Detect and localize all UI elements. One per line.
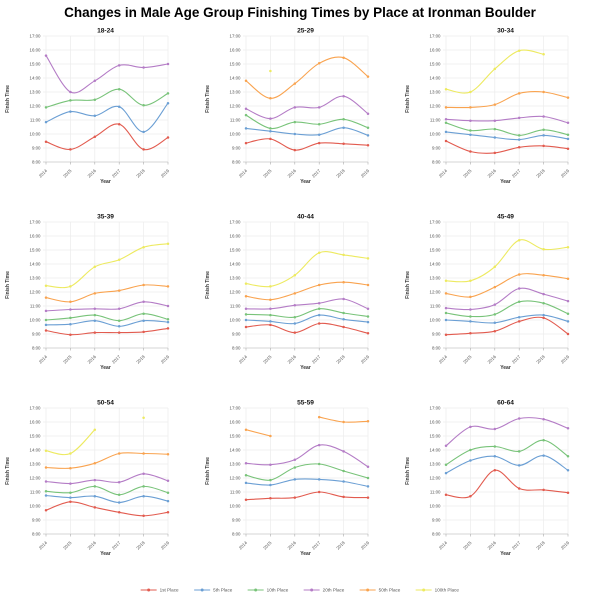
y-tick-label: 8:00: [31, 159, 41, 165]
y-tick-label: 17:00: [429, 33, 441, 39]
x-tick-label: 2015: [462, 354, 473, 365]
legend-label: 5th Place: [213, 587, 233, 593]
series-1st-place: [445, 317, 570, 336]
y-tick-label: 14:00: [229, 447, 241, 453]
y-tick-label: 14:00: [429, 75, 441, 81]
y-tick-label: 9:00: [431, 145, 441, 151]
x-tick-label: 2019: [159, 354, 171, 365]
x-tick-label: 2016: [86, 540, 98, 551]
subplot-50-54: [0, 396, 200, 582]
y-tick-label: 12:00: [229, 103, 241, 109]
series-1st-place: [245, 322, 370, 334]
subplot-title: 18-24: [97, 27, 114, 35]
y-tick-label: 10:00: [429, 503, 441, 509]
legend-wrap: [0, 582, 600, 600]
x-tick-label: 2017: [110, 540, 122, 551]
y-tick-label: 16:00: [429, 419, 441, 425]
x-tick-label: 2014: [37, 540, 49, 551]
x-tick-label: 2016: [286, 354, 298, 365]
y-tick-label: 8:00: [431, 159, 441, 165]
y-tick-label: 12:00: [29, 103, 41, 109]
y-tick-label: 16:00: [429, 47, 441, 53]
x-tick-label: 2015: [462, 540, 473, 551]
x-tick-label: 2017: [510, 168, 522, 179]
x-tick-label: 2019: [359, 354, 371, 365]
y-tick-label: 16:00: [429, 233, 441, 239]
y-tick-label: 11:00: [229, 489, 241, 495]
series-20th-place: [45, 54, 170, 93]
y-tick-label: 15:00: [229, 61, 241, 67]
y-tick-label: 13:00: [429, 89, 441, 95]
x-tick-label: 2017: [310, 168, 322, 179]
x-tick-label: 2017: [110, 354, 122, 365]
y-tick-label: 10:00: [229, 503, 241, 509]
subplot-25-29: [200, 24, 400, 210]
x-tick-label: 2017: [310, 354, 322, 365]
y-tick-label: 14:00: [29, 261, 41, 267]
series-20th-place: [45, 473, 170, 485]
x-tick-label: 2018: [135, 540, 146, 551]
y-tick-label: 16:00: [29, 47, 41, 53]
series-5th-place: [445, 454, 570, 474]
subplot-60-64: [400, 396, 600, 582]
x-tick-label: 2014: [237, 168, 249, 179]
y-tick-label: 16:00: [229, 47, 241, 53]
y-tick-label: 8:00: [31, 531, 41, 537]
y-tick-label: 9:00: [431, 331, 441, 337]
y-tick-label: 17:00: [429, 405, 441, 411]
y-axis-label: Finish Time: [405, 85, 411, 113]
y-tick-label: 17:00: [29, 405, 41, 411]
y-tick-label: 9:00: [231, 145, 241, 151]
legend-item-50th-place: [360, 588, 401, 593]
x-tick-label: 2014: [437, 354, 449, 365]
y-tick-label: 17:00: [429, 219, 441, 225]
subplot-cell-60-64: [400, 396, 600, 582]
y-tick-label: 12:00: [429, 289, 441, 295]
x-tick-label: 2019: [559, 168, 571, 179]
x-tick-label: 2019: [559, 354, 571, 365]
y-tick-label: 12:00: [29, 475, 41, 481]
y-tick-label: 11:00: [429, 489, 441, 495]
y-tick-label: 11:00: [429, 117, 441, 123]
legend-item-1st-place: [141, 588, 179, 593]
x-tick-label: 2015: [462, 168, 473, 179]
series-1st-place: [445, 469, 570, 498]
subplot-cell-25-29: [200, 24, 400, 210]
x-tick-label: 2014: [237, 354, 249, 365]
y-tick-label: 12:00: [229, 289, 241, 295]
x-axis-label: Year: [500, 551, 511, 557]
y-tick-label: 14:00: [429, 447, 441, 453]
x-tick-label: 2016: [286, 540, 298, 551]
y-tick-label: 9:00: [431, 517, 441, 523]
x-tick-label: 2018: [535, 540, 546, 551]
y-tick-label: 10:00: [29, 131, 41, 137]
subplot-grid: [0, 24, 600, 582]
y-axis-label: Finish Time: [205, 85, 211, 113]
subplot-title: 60-64: [497, 399, 514, 407]
y-tick-label: 13:00: [29, 275, 41, 281]
series-50th-place: [45, 284, 170, 303]
x-tick-label: 2017: [310, 540, 322, 551]
series-50th-place: [245, 416, 370, 437]
y-tick-label: 12:00: [29, 289, 41, 295]
y-tick-label: 9:00: [31, 331, 41, 337]
subplot-title: 50-54: [97, 399, 114, 407]
x-tick-label: 2019: [159, 540, 171, 551]
y-tick-label: 11:00: [29, 489, 41, 495]
x-tick-label: 2018: [535, 168, 546, 179]
x-tick-label: 2014: [237, 540, 249, 551]
y-tick-label: 14:00: [229, 75, 241, 81]
y-tick-label: 15:00: [29, 61, 41, 67]
x-tick-label: 2015: [62, 540, 73, 551]
y-tick-label: 15:00: [229, 433, 241, 439]
subplot-45-49: [400, 210, 600, 396]
x-tick-label: 2018: [135, 354, 146, 365]
series-1st-place: [245, 138, 370, 152]
y-tick-label: 10:00: [29, 317, 41, 323]
x-tick-label: 2019: [559, 540, 571, 551]
x-axis-label: Year: [100, 551, 111, 557]
y-tick-label: 16:00: [229, 419, 241, 425]
y-tick-label: 13:00: [429, 275, 441, 281]
subplot-30-34: [400, 24, 600, 210]
y-tick-label: 8:00: [431, 345, 441, 351]
y-tick-label: 9:00: [231, 517, 241, 523]
subplot-title: 40-44: [297, 213, 314, 221]
y-tick-label: 9:00: [231, 331, 241, 337]
y-tick-label: 16:00: [29, 419, 41, 425]
y-tick-label: 15:00: [29, 247, 41, 253]
y-tick-label: 10:00: [29, 503, 41, 509]
x-tick-label: 2018: [335, 168, 346, 179]
subplot-18-24: [0, 24, 200, 210]
y-tick-label: 14:00: [29, 75, 41, 81]
x-axis-label: Year: [500, 179, 511, 185]
y-tick-label: 8:00: [431, 531, 441, 537]
y-tick-label: 12:00: [429, 475, 441, 481]
legend-label: 100th Place: [434, 587, 459, 593]
y-tick-label: 13:00: [29, 461, 41, 467]
subplot-title: 25-29: [297, 27, 314, 35]
y-tick-label: 10:00: [429, 131, 441, 137]
x-tick-label: 2015: [62, 168, 73, 179]
y-axis-label: Finish Time: [5, 457, 11, 485]
x-tick-label: 2019: [359, 168, 371, 179]
subplot-cell-40-44: [200, 210, 400, 396]
series-50th-place: [445, 273, 570, 298]
x-tick-label: 2016: [486, 354, 498, 365]
subplot-cell-30-34: [400, 24, 600, 210]
y-tick-label: 11:00: [229, 117, 241, 123]
y-tick-label: 15:00: [429, 247, 441, 253]
series-20th-place: [245, 95, 370, 120]
series-5th-place: [45, 494, 170, 504]
y-tick-label: 16:00: [29, 233, 41, 239]
x-tick-label: 2014: [37, 168, 49, 179]
legend-label: 10th Place: [266, 587, 289, 593]
series-5th-place: [45, 319, 170, 327]
subplot-35-39: [0, 210, 200, 396]
y-tick-label: 13:00: [229, 275, 241, 281]
series-10th-place: [245, 114, 370, 130]
x-axis-label: Year: [300, 551, 311, 557]
y-tick-label: 11:00: [29, 117, 41, 123]
series-1st-place: [45, 501, 170, 518]
x-tick-label: 2019: [159, 168, 171, 179]
subplot-40-44: [200, 210, 400, 396]
y-tick-label: 10:00: [229, 131, 241, 137]
y-tick-label: 13:00: [229, 89, 241, 95]
y-tick-label: 11:00: [229, 303, 241, 309]
series-10th-place: [45, 485, 170, 496]
x-tick-label: 2014: [437, 168, 449, 179]
y-tick-label: 9:00: [31, 145, 41, 151]
subplot-cell-35-39: [0, 210, 200, 396]
series-10th-place: [45, 88, 170, 109]
legend-item-10th-place: [248, 588, 289, 593]
y-tick-label: 8:00: [231, 345, 241, 351]
y-tick-label: 8:00: [231, 159, 241, 165]
y-tick-label: 12:00: [229, 475, 241, 481]
y-tick-label: 17:00: [29, 33, 41, 39]
subplot-title: 35-39: [97, 213, 114, 221]
x-tick-label: 2018: [335, 354, 346, 365]
subplot-title: 45-49: [497, 213, 514, 221]
x-tick-label: 2016: [86, 354, 98, 365]
y-tick-label: 15:00: [29, 433, 41, 439]
subplot-title: 55-59: [297, 399, 314, 407]
y-axis-label: Finish Time: [405, 457, 411, 485]
y-tick-label: 8:00: [31, 345, 41, 351]
figure-title: Changes in Male Age Group Finishing Times by Place at Ironman Boulder: [64, 4, 536, 20]
y-tick-label: 11:00: [429, 303, 441, 309]
x-tick-label: 2017: [110, 168, 122, 179]
subplot-cell-45-49: [400, 210, 600, 396]
legend-label: 20th Place: [322, 587, 345, 593]
subplot-cell-18-24: [0, 24, 200, 210]
y-tick-label: 15:00: [429, 433, 441, 439]
series-20th-place: [445, 287, 570, 311]
legend-item-100th-place: [416, 588, 460, 593]
x-tick-label: 2014: [437, 540, 449, 551]
legend-item-5th-place: [194, 588, 233, 593]
x-tick-label: 2016: [486, 168, 498, 179]
series-100th-place: [269, 70, 272, 73]
y-tick-label: 13:00: [429, 461, 441, 467]
series-100th-place: [45, 242, 170, 287]
series-1st-place: [45, 327, 170, 336]
y-tick-label: 17:00: [229, 33, 241, 39]
x-tick-label: 2015: [262, 540, 273, 551]
x-tick-label: 2017: [510, 354, 522, 365]
y-tick-label: 13:00: [29, 89, 41, 95]
y-axis-label: Finish Time: [405, 271, 411, 299]
y-axis-label: Finish Time: [5, 271, 11, 299]
series-5th-place: [245, 126, 370, 136]
y-tick-label: 17:00: [29, 219, 41, 225]
x-tick-label: 2015: [262, 168, 273, 179]
subplot-cell-55-59: [200, 396, 400, 582]
y-tick-label: 17:00: [229, 219, 241, 225]
y-axis-label: Finish Time: [205, 457, 211, 485]
subplot-title: 30-34: [497, 27, 514, 35]
x-tick-label: 2018: [135, 168, 146, 179]
series-10th-place: [445, 439, 570, 466]
x-axis-label: Year: [300, 365, 311, 371]
legend-label: 50th Place: [378, 587, 401, 593]
y-tick-label: 16:00: [229, 233, 241, 239]
y-tick-label: 9:00: [31, 517, 41, 523]
y-tick-label: 17:00: [229, 405, 241, 411]
x-tick-label: 2017: [510, 540, 522, 551]
x-tick-label: 2018: [335, 540, 346, 551]
x-tick-label: 2016: [86, 168, 98, 179]
x-tick-label: 2015: [62, 354, 73, 365]
y-tick-label: 14:00: [429, 261, 441, 267]
y-tick-label: 14:00: [29, 447, 41, 453]
x-tick-label: 2015: [262, 354, 273, 365]
y-tick-label: 10:00: [429, 317, 441, 323]
x-tick-label: 2016: [486, 540, 498, 551]
x-axis-label: Year: [300, 179, 311, 185]
y-tick-label: 14:00: [229, 261, 241, 267]
legend-item-20th-place: [304, 588, 345, 593]
y-tick-label: 8:00: [231, 531, 241, 537]
y-axis-label: Finish Time: [5, 85, 11, 113]
x-axis-label: Year: [500, 365, 511, 371]
y-axis-label: Finish Time: [205, 271, 211, 299]
y-tick-label: 15:00: [429, 61, 441, 67]
series-50th-place: [245, 281, 370, 301]
y-tick-label: 12:00: [429, 103, 441, 109]
x-tick-label: 2016: [286, 168, 298, 179]
y-tick-label: 13:00: [229, 461, 241, 467]
subplot-cell-50-54: [0, 396, 200, 582]
subplot-55-59: [200, 396, 400, 582]
legend-label: 1st Place: [159, 587, 179, 593]
x-tick-label: 2019: [359, 540, 371, 551]
x-tick-label: 2014: [37, 354, 49, 365]
series-1st-place: [445, 140, 570, 154]
series-5th-place: [245, 314, 370, 325]
x-axis-label: Year: [100, 365, 111, 371]
x-axis-label: Year: [100, 179, 111, 185]
y-tick-label: 15:00: [229, 247, 241, 253]
x-tick-label: 2018: [535, 354, 546, 365]
y-tick-label: 11:00: [29, 303, 41, 309]
legend: [0, 582, 600, 600]
y-tick-label: 10:00: [229, 317, 241, 323]
